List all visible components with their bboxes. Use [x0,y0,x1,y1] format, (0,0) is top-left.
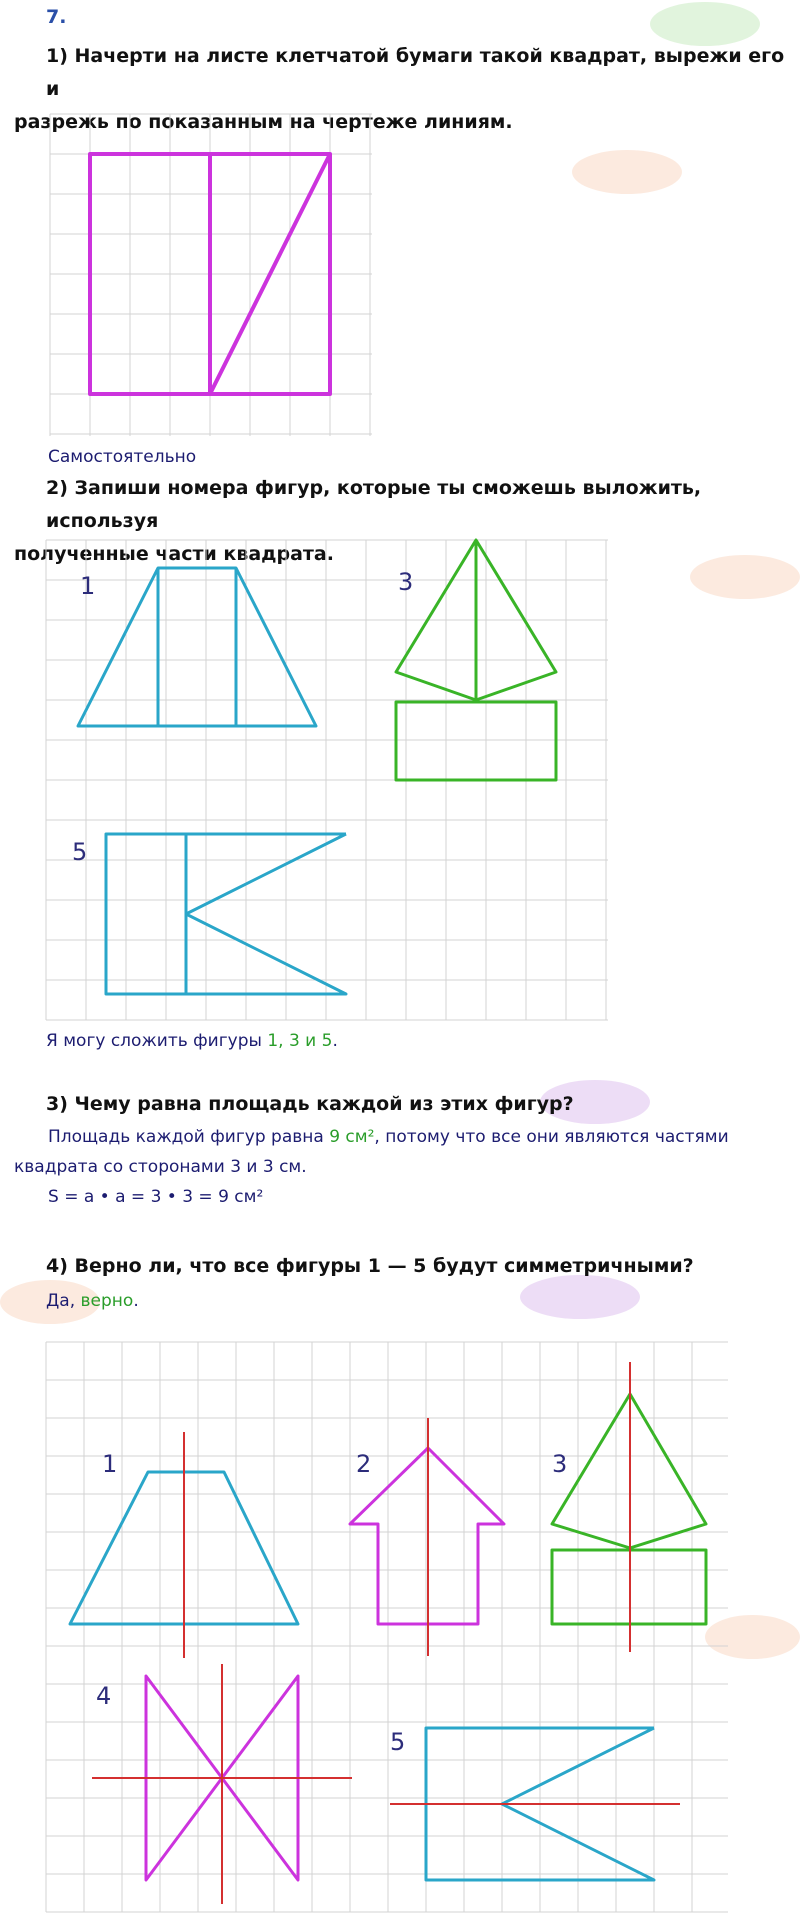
question-4: 4) Верно ли, что все фигуры 1 — 5 будут симметричными? [46,1255,694,1277]
answer-3-formula: S = a • a = 3 • 3 = 9 см² [48,1187,264,1207]
figure-label-1: 1 [80,572,96,600]
figure-label-3: 3 [398,568,414,596]
answer-3-line2: квадрата со сторонами 3 и 3 см. [14,1157,307,1177]
symmetry-figure-5 [390,1728,680,1880]
answer-3-line1-prefix: Площадь каждой фигур равна [48,1127,330,1147]
figure-label-3-sym: 3 [552,1450,568,1478]
figure-label-4-sym: 4 [96,1682,112,1710]
answer-4-suffix: . [133,1291,139,1311]
house-base [396,702,556,780]
figure-label-2-sym: 2 [356,1450,372,1478]
symmetry-figure-4 [92,1664,352,1904]
figure-5-flag [106,834,346,994]
answer-3-area-value: 9 см² [329,1127,375,1147]
question-3: 3) Чему равна площадь каждой из этих фигур? [46,1093,574,1115]
answer-4-prefix: Да, [46,1291,81,1311]
figure-1-trapezoid [78,568,316,726]
question-2-line1: 2) Запиши номера фигур, которые ты сможешь выложить, используя [46,477,702,532]
answer-4-highlight: верно [80,1291,134,1311]
answer-3-line1-suffix: , потому что все они являются частями [374,1127,729,1147]
answer-2-prefix: Я могу сложить фигуры [46,1031,268,1051]
answer-2-highlight: 1, 3 и 5 [267,1031,333,1051]
trapezoid-outline [78,568,316,726]
answer-1: Самостоятельно [48,447,197,467]
answer-2-suffix: . [332,1031,338,1051]
question-1-line1: 1) Начерти на листе клетчатой бумаги такой квадрат, вырежи его и [46,45,785,100]
figure-label-1-sym: 1 [102,1450,118,1478]
grid-3 [46,1342,728,1912]
question-1-line2: разрежь по показанным на чертеже линиям. [14,111,513,133]
flag-outline [106,834,346,994]
question-2-line2: полученные части квадрата. [14,543,334,565]
figure-label-5: 5 [72,838,88,866]
symmetry-figure-2 [350,1418,504,1656]
figure-label-5-sym: 5 [390,1728,406,1756]
task-number: 7. [46,6,67,28]
